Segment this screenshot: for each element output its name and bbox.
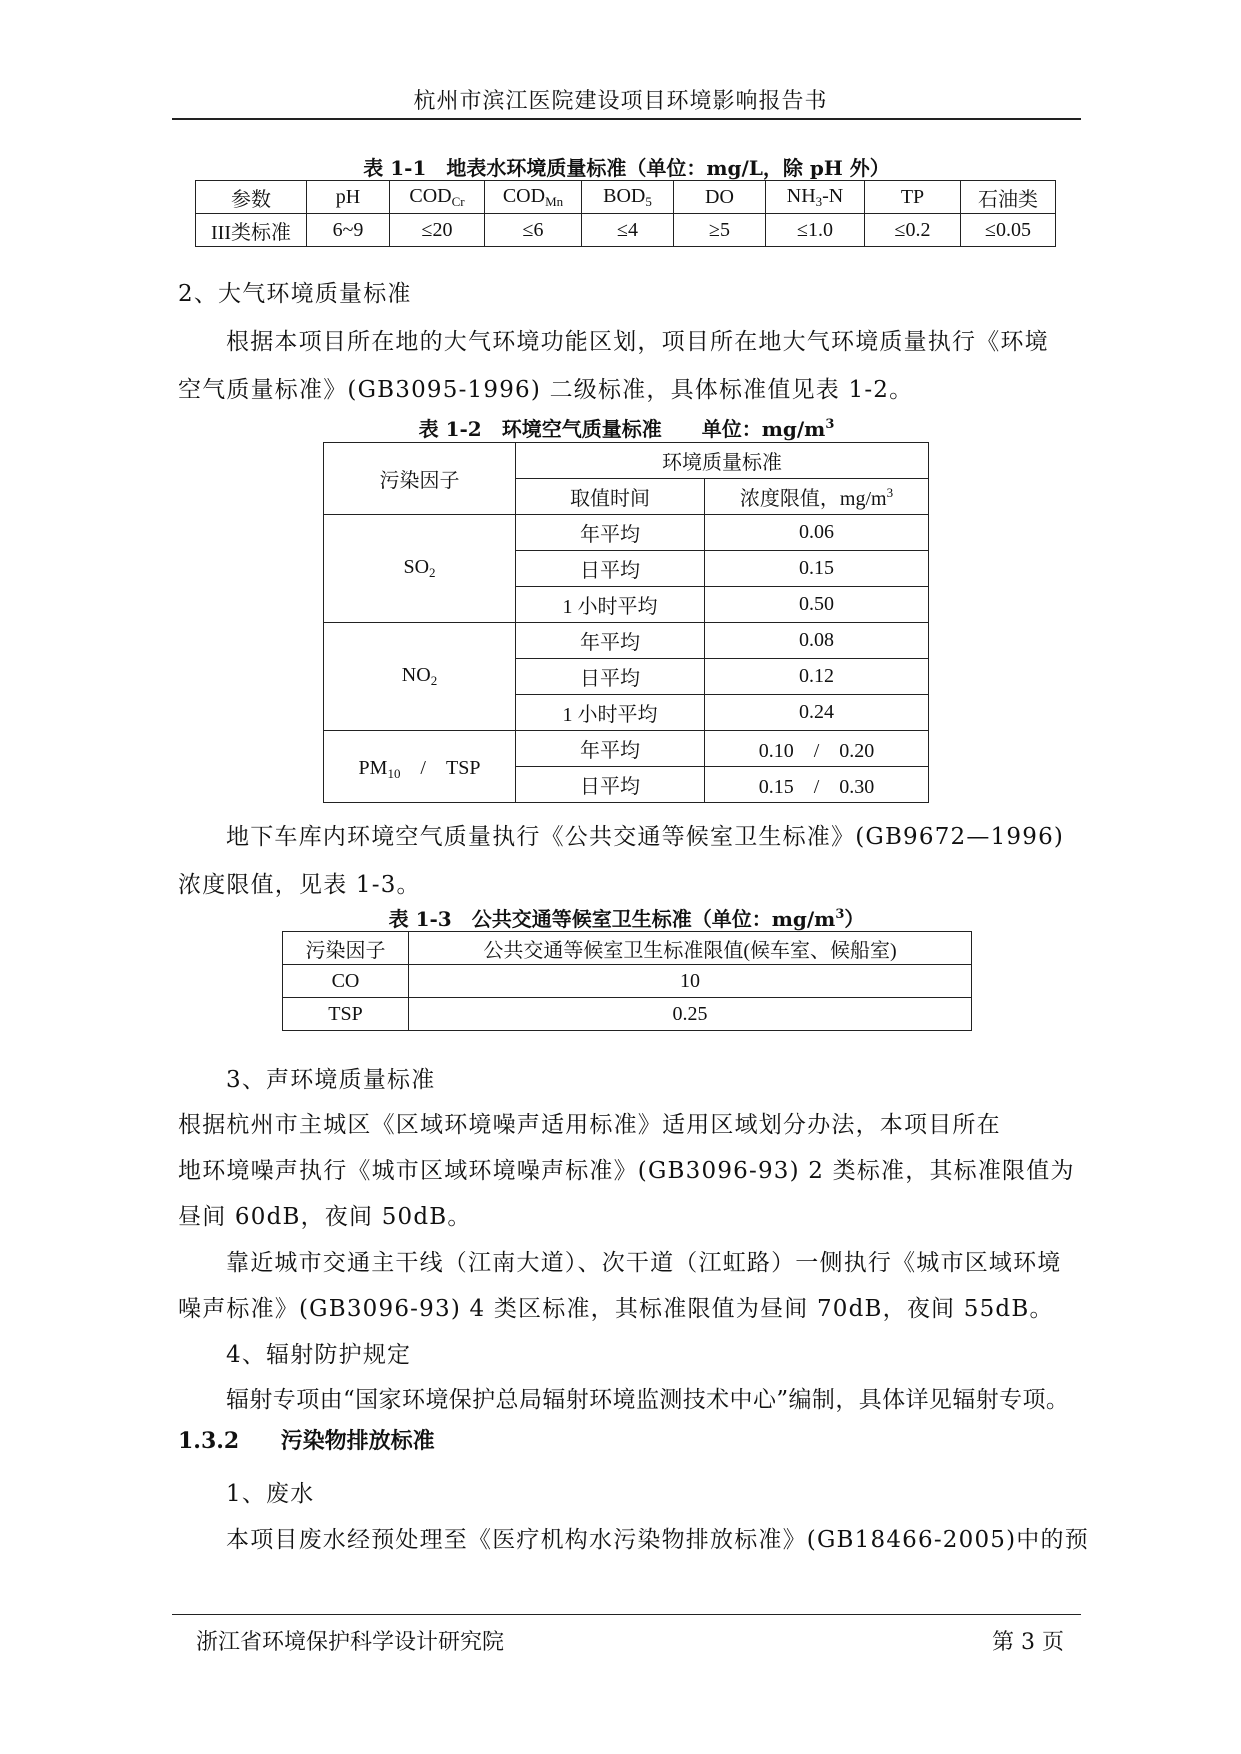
table-cell: 0.15 — [705, 551, 929, 587]
table-cell: 日平均 — [516, 551, 705, 587]
table-cell: 污染因子 — [324, 443, 516, 515]
table-cell: 0.06 — [705, 515, 929, 551]
page-number: 第 3 页 — [992, 1630, 1064, 1655]
table-cell: 0.24 — [705, 695, 929, 731]
table-cell — [390, 181, 485, 214]
table-cell: 0.12 — [705, 659, 929, 695]
section-title: 污染物排放标准 — [280, 1428, 435, 1454]
table-cell — [324, 731, 516, 803]
table-row — [324, 443, 929, 479]
pm-subscript: 10 — [387, 766, 401, 781]
table-cell — [705, 479, 929, 515]
table-cell: III类标准 — [196, 214, 307, 247]
table-cell: ≤1.0 — [766, 214, 865, 247]
paragraph-line: 空气质量标准》(GB3095-1996) 二级标准，具体标准值见表 1-2。 — [178, 377, 914, 403]
section-heading — [178, 1424, 435, 1455]
limit-label: 浓度限值，mg/m — [739, 488, 887, 510]
table-cell — [582, 181, 674, 214]
table-cell: 10 — [409, 965, 972, 998]
bod-subscript: 5 — [645, 193, 652, 209]
table-cell: 环境质量标准 — [516, 443, 929, 479]
table-cell: 公共交通等候室卫生标准限值(候车室、候船室) — [409, 932, 972, 965]
table-cell — [485, 181, 582, 214]
table-cell: ≤6 — [485, 214, 582, 247]
table-cell: 年平均 — [516, 731, 705, 767]
table3-caption — [172, 903, 1081, 932]
table-cell: TSP — [283, 998, 409, 1031]
so2-label: SO — [403, 556, 430, 578]
header-title: 杭州市滨江医院建设项目环境影响报告书 — [413, 89, 828, 114]
cod-subscript: Mn — [545, 193, 564, 209]
limit-superscript: 3 — [886, 485, 894, 500]
table-cell: ≥5 — [674, 214, 766, 247]
table2-air-quality — [323, 442, 929, 803]
table-cell: 年平均 — [516, 623, 705, 659]
table-cell: 0.08 — [705, 623, 929, 659]
table-cell: TP — [865, 181, 961, 214]
heading-radiation: 4、辐射防护规定 — [226, 1342, 412, 1368]
table-row — [324, 731, 929, 767]
heading-air-quality: 2、大气环境质量标准 — [178, 281, 412, 307]
table3-waiting-room — [282, 931, 972, 1031]
table-cell — [324, 515, 516, 623]
paragraph-line: 靠近城市交通主干线（江南大道）、次干道（江虹路）一侧执行《城市区域环境 — [226, 1250, 1062, 1276]
cod-label: COD — [502, 184, 546, 207]
cod-subscript: Cr — [451, 193, 465, 209]
caption-text: ） — [844, 907, 865, 931]
table-row — [324, 623, 929, 659]
table-cell: 日平均 — [516, 659, 705, 695]
table-row — [283, 998, 972, 1031]
heading-wastewater: 1、废水 — [226, 1481, 315, 1507]
paragraph-line: 根据杭州市主城区《区域环境噪声适用标准》适用区域划分办法，本项目所在 — [178, 1112, 1001, 1138]
caption-text: 表 1-3 公共交通等候室卫生标准（单位：mg/m — [388, 907, 836, 931]
footer-divider — [172, 1614, 1081, 1615]
paragraph-line: 噪声标准》(GB3096-93) 4 类区标准，其标准限值为昼间 70dB，夜间 55dB。 — [178, 1296, 1054, 1322]
table-cell: 参数 — [196, 181, 307, 214]
caption-text: 表 1-2 环境空气质量标准 单位：mg/m — [418, 417, 826, 441]
table-cell: 取值时间 — [516, 479, 705, 515]
table-cell: ≤4 — [582, 214, 674, 247]
table-row — [324, 515, 929, 551]
paragraph-line: 根据本项目所在地的大气环境功能区划，项目所在地大气环境质量执行《环境 — [226, 329, 1049, 355]
footer-org: 浙江省环境保护科学设计研究院 — [196, 1630, 505, 1655]
no2-subscript: 2 — [430, 673, 438, 688]
table-cell: 0.10 / 0.20 — [705, 731, 929, 767]
table-cell — [324, 623, 516, 731]
table-cell: 6~9 — [307, 214, 390, 247]
table-cell: ≤0.05 — [961, 214, 1056, 247]
table-cell: 石油类 — [961, 181, 1056, 214]
table-cell: 日平均 — [516, 767, 705, 803]
paragraph-line: 昼间 60dB，夜间 50dB。 — [178, 1204, 472, 1230]
table-cell: DO — [674, 181, 766, 214]
table-cell: 0.50 — [705, 587, 929, 623]
table-cell: 1 小时平均 — [516, 587, 705, 623]
paragraph-line: 浓度限值，见表 1-3。 — [178, 872, 421, 898]
pm-suffix: / TSP — [400, 757, 481, 779]
so2-subscript: 2 — [429, 565, 436, 580]
section-number: 1.3.2 — [178, 1428, 240, 1454]
table-cell: 0.25 — [409, 998, 972, 1031]
table1-caption: 表 1-1 地表水环境质量标准（单位：mg/L，除 pH 外） — [363, 156, 890, 180]
table-cell: pH — [307, 181, 390, 214]
paragraph-line: 辐射专项由“国家环境保护总局辐射环境监测技术中心”编制，具体详见辐射专项。 — [226, 1387, 1070, 1413]
no2-label: NO — [401, 664, 431, 686]
table-cell: 污染因子 — [283, 932, 409, 965]
table2-caption — [172, 413, 1081, 442]
table-cell: ≤20 — [390, 214, 485, 247]
table-row — [196, 181, 1056, 214]
table-cell: CO — [283, 965, 409, 998]
caption-superscript: 3 — [835, 907, 845, 922]
table-row — [283, 965, 972, 998]
table-cell: 0.15 / 0.30 — [705, 767, 929, 803]
table-cell: 1 小时平均 — [516, 695, 705, 731]
table-row — [196, 214, 1056, 247]
paragraph-line: 本项目废水经预处理至《医疗机构水污染物排放标准》(GB18466-2005)中的预 — [226, 1527, 1089, 1553]
caption-superscript: 3 — [825, 417, 835, 432]
heading-noise: 3、声环境质量标准 — [226, 1067, 436, 1093]
table-row — [283, 932, 972, 965]
header-divider — [172, 118, 1081, 120]
paragraph-line: 地下车库内环境空气质量执行《公共交通等候室卫生标准》(GB9672—1996) — [226, 824, 1065, 850]
table-cell — [766, 181, 865, 214]
nh-subscript: 3 — [815, 193, 823, 209]
cod-label: COD — [409, 184, 452, 207]
pm-label: PM — [358, 757, 388, 779]
table1-surface-water — [195, 180, 1056, 247]
nh-label: NH — [786, 184, 816, 207]
table-cell: ≤0.2 — [865, 214, 961, 247]
nh-suffix: -N — [822, 184, 844, 207]
bod-label: BOD — [603, 184, 646, 207]
paragraph-line: 地环境噪声执行《城市区域环境噪声标准》(GB3096-93) 2 类标准，其标准限值为 — [178, 1158, 1075, 1184]
table-cell: 年平均 — [516, 515, 705, 551]
